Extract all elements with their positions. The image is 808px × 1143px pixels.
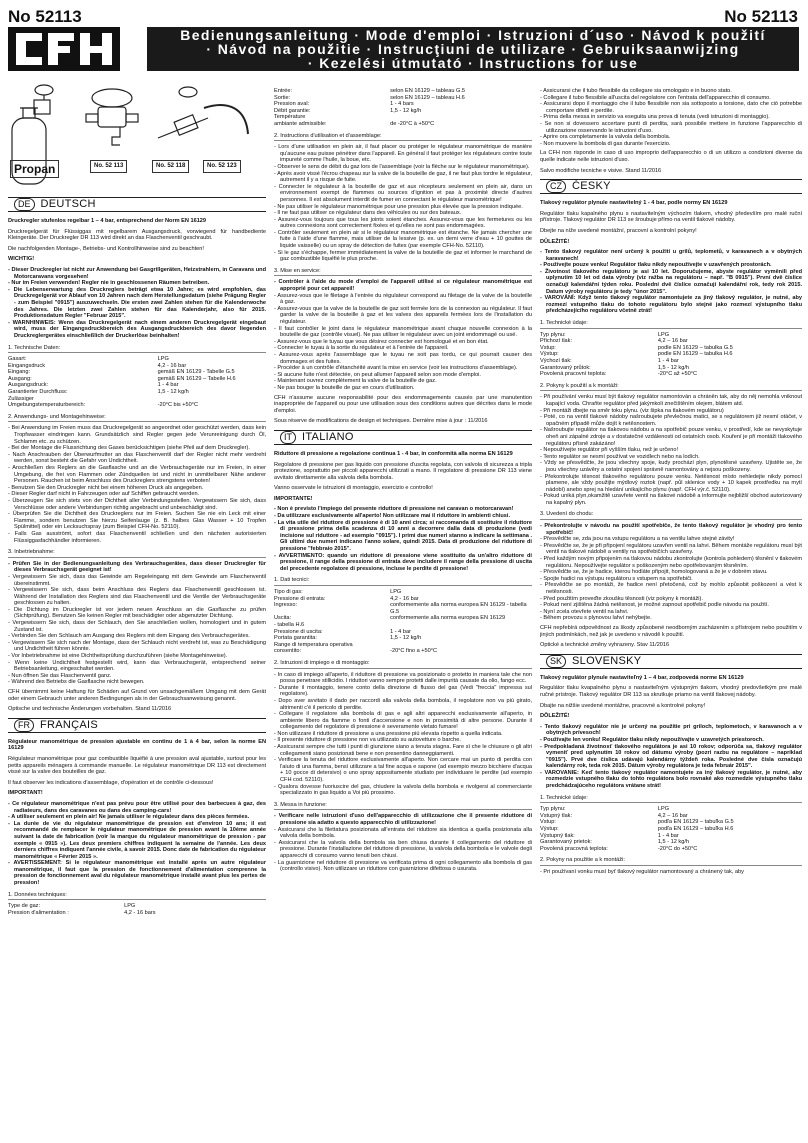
list-item: - Životnost tlakového regulátoru je asi 10 let. Doporučujeme, abyste regulátor vyměnili před uplynutím 10 let od data výroby (viz ražba na regulátoru – např. "B 0915"). První dvě číslice označují kalendářní týden roku. Poslední dvě číslice označují kalendářní rok, tedy rok 2015. Datum výroby regulátoru je tedy "únor 2015". — [540, 269, 802, 295]
it-start-list-cont — [540, 88, 802, 147]
lang-name-sk: SLOVENSKY — [572, 654, 642, 667]
list-item: - Durante il montaggio, tenere conto della direzione di flusso del gas (Vedi "freccia" impressa sul regolatore). — [274, 685, 532, 698]
cfh-logo — [8, 27, 120, 71]
list-item: - Našroubujte regulátor na tlakovou nádobu a na spotřebič pouze venku, v prostředí, kde se nevyskytuje oheň ani zápalné zdroje a v dostatečné vzdálenosti od ostatních osob. Kouření je při montáži tlakového regulátoru přísně zakázáno! — [540, 427, 802, 447]
list-item: - Tento tlakový regulátor nie je určený na použitie pri griloch, teplometoch, v karavanoch a v obytných prívesoch! — [540, 724, 802, 737]
list-item: - Během provozu s plynovou lahví nehýbejte. — [540, 615, 802, 622]
list-item: - Se non si dovessero accertare punti di perdita, sarà possibile mettere in funzione l'apparecchio di utilizzazione osservando le istruzioni d'uso. — [540, 121, 802, 134]
it-liability: La CFH non risponde in caso di uso improprio dell'apparecchio o di un utilizzo a condizioni diverse da quelle indicate nelle istruzioni d'uso. — [540, 150, 802, 163]
spec-value: conformemente alla norma europea EN 16129 - tabella G.5 — [390, 602, 527, 615]
column-3 — [540, 88, 802, 1138]
fr-section-3: 3. Mise en service: — [274, 268, 532, 277]
spec-value: conformemente alla norma europea EN 16129 — [390, 615, 506, 622]
fr-title: Régulateur manométrique de pression ajustable en continu de 1 à 4 bar, selon la norme EN 16129 — [8, 738, 266, 752]
lang-header-sk — [540, 654, 802, 669]
it-start-list — [274, 813, 532, 872]
title-line-2: · Návod na použitie · Instrucţiuni de utilizare · Gebruiksaanwijzing — [206, 41, 740, 57]
list-item: - Před každým novým připojením na tlakovou nádobu zkontrolujte (kontrola pohledem) těsnění v tlakovém regulátoru. Nepoužívejte regulátor s poškozeným nebo opotřebovaným těsněním. — [540, 556, 802, 569]
it-instruction: Vanno osservate le istruzioni di montaggio, esercizio e controllo! — [274, 485, 433, 492]
spec-label: Gasart: — [8, 356, 27, 363]
spec-value: podľa EN 16129 – tabuľka G.5 — [657, 819, 734, 826]
spec-value: 1,5 - 12 kg/h — [657, 839, 689, 846]
product-label-52113: No. 52 113 — [90, 160, 127, 173]
list-item: - Procéder à un contrôle d'étanchéité avant la mise en service (voir les instructions d'assemblage). — [274, 365, 532, 372]
list-item: - Ne pas bouger la bouteille de gaz en cours d'utilisation. — [274, 385, 532, 392]
list-item: - Při používání venku musí být tlakový regulátor namontován a chráněn tak, aby do něj nemohla vniknout kapající voda. Chraňte regulátor před jakýmkoli znečištěním olejem, blátem atd. — [540, 394, 802, 407]
list-item: - La vita utile del riduttore di pressione è di 10 anni circa; si raccomanda di sostituire il riduttore di pressione prima della scadenza di 10 anni a decorrere dalla data di produzione (vedi incisione sul riduttore - ad esempio "0915"). I primi due numeri stanno a indicare la settimana . Gli ultimi due numeri indicano l'anno solare, quindi 2015. Data di produzione del riduttore di pressione "febbraio 2015". — [274, 520, 532, 553]
list-item: - Vergewissern Sie sich, dass das Gewinde am Regeleingang mit dem Gewinde am Flaschenventil übereinstimmt. — [8, 574, 266, 587]
spec-value: podle EN 16129 – tabulka G.5 — [657, 344, 733, 351]
spec-value: -20°C do +50°C — [657, 845, 698, 852]
spec-label: Povolená pracovní teplota: — [540, 371, 607, 378]
list-item: - La guarnizione nel riduttore di pressione va verificata prima di ogni collegamento alla bombola di gas (controllo visivo). Non utilizzare un riduttore con guarnizione difettosa o usurata. — [274, 860, 532, 873]
spec-value: LPG — [657, 331, 670, 338]
spec-label: Uscita: — [274, 615, 292, 622]
spec-label: Ausgang: — [8, 375, 32, 382]
spec-value: podľa EN 16129 – tabuľka H.6 — [657, 826, 734, 833]
list-item: - Přesvědčte se, že je při připojení regulátoru uzavřen ventil na lahvi. Během montáže regulátoru musí být ventil na tlakové nádobě a ventily na spotřebičích uzavřeny. — [540, 543, 802, 556]
spec-value — [158, 396, 266, 403]
regulator-52118-icon — [86, 89, 138, 145]
list-item: - Qualora dovesse fuoriuscire del gas, chiudere la valvola della bombola e rivolgersi al commerciante specializzato in gas liquido a Voi più prossimo. — [274, 784, 532, 797]
list-item: - Non è previsto l'impiego del presente riduttore di pressione nei caravan o motorcaravan! — [274, 506, 532, 513]
it-warning-heading: IMPORTANTE! — [274, 495, 313, 502]
list-item: - Nach Anschrauben der Überwurfmutter an das Flaschenventil darf der Regler nicht mehr verdreht werden, sonst besteht die Gefahr von Undichtheit. — [8, 452, 266, 465]
lang-name-cz: ČESKY — [572, 180, 611, 193]
spec-label: Výchozí tlak: — [540, 358, 572, 364]
spec-value: -20°C až +50°C — [657, 371, 698, 378]
spec-value: 4,2 – 16 bar — [657, 812, 688, 819]
list-item: - Überprüfen Sie die Dichtheit des Druckreglers nur im Freien. Suchen Sie nie ein Leck mit einer Flamme, sondern benutzen Sie hierzu Seifenlauge (z. B. halbes Glas Wasser + 10 Tropfen Spülmittel) oder ein Lecksuchspray (zum Beispiel CFH-No. 52110). — [8, 511, 266, 531]
list-item: - Assicurarsi sempre che tutti i punti di giunzione siano a tenuta stagna. Fare sì che le chiusure o gli altri collegamenti siano posizionati bene e non presentino danneggiamenti. — [274, 744, 532, 757]
list-item: - Před použitím proveďte zkoušku těsnosti (viz pokyny k montáži). — [540, 596, 802, 603]
spec-label: Ausgangsdruck: — [8, 382, 49, 389]
spec-label: Ingresso: — [274, 602, 298, 609]
list-item: - Ce régulateur manométrique n'est pas prévu pour être utilisé pour des barbecues à gaz, des radiateurs, dans des caravanes ou dans des camping-cars! — [8, 801, 266, 814]
list-item: - Die Dichtung im Druckregler ist vor jedem neuen Anschluss an die Gasflasche zu prüfen (Sichtprüfung). Benutzen Sie keinen Regler mit beschädigter oder abgenutzter Dichtung. — [8, 607, 266, 620]
de-section-1: 1. Technische Daten: — [8, 345, 266, 354]
cz-warning-heading: DŮLEŽITÉ! — [540, 238, 570, 245]
list-item: - Assurez-vous que le tuyau que vous désirez connecter est homologué et en bon état. — [274, 339, 532, 346]
product-number-left: No 52113 — [8, 7, 82, 26]
spec-label: Pressione di entrata: — [274, 595, 326, 602]
regulator-52123-icon — [158, 87, 248, 138]
list-item: - Assicurarsi che la filettatura posizionata all'entrata del riduttore sia identica a quella posizionata alla valvola della bombola. — [274, 827, 532, 840]
list-item: - Assurez-vous après l'assemblage que le tuyau ne soit pas tordu, ce qui pourrait causer des dommages et des fuites. — [274, 352, 532, 365]
it-title: Riduttore di pressione a regolazione continua 1 - 4 bar, in conformità alla norma EN 16129 — [274, 450, 513, 457]
list-item: - Assicurarsi dopo il montaggio che il tubo flessibile non sia sottoposto a torsione, dato che ciò potrebbe comportare difetti e perdite. — [540, 101, 802, 114]
list-item: - Assurez-vous que la valve de la bouteille de gaz soit fermée lors de la connexion au régulateur. Il faut garder la valve de la bouteille à gaz et les valves des appareils fermées lors de l'installation du régulateur. — [274, 306, 532, 326]
spec-value: 1 - 4 bar — [657, 358, 679, 364]
it-intro: Regolatore di pressione per gas liquido con pressione d'uscita regolata, con valvola di sicurezza a tripla protezione, soprattutto per piccoli apparecchi utilizzati a mano. Il regolatore di pressione DR 113 viene avvitato direttamente alla valvola della bombola. — [274, 461, 532, 481]
spec-label: Débit garantie: — [274, 107, 311, 114]
list-item: - Aprire ora completamente la valvola della bombola. — [540, 134, 802, 141]
list-item: - Après avoir vissé l'écrou chapeau sur la valve de la bouteille de gaz, il ne faut plus tordre le régulateur, autrement il y a risque de fuite. — [274, 171, 532, 184]
list-item: - Dieser Regler darf nicht in Fahrzeugen oder auf Schiffen gebraucht werden. — [8, 491, 266, 498]
list-item: - Während des Betriebs die Gasflasche nicht bewegen. — [8, 679, 266, 686]
sk-warnings — [540, 724, 802, 790]
spec-value — [390, 642, 532, 649]
de-title: Druckregler stufenlos regelbar 1 – 4 bar, entsprechend der Norm EN 16129 — [8, 218, 207, 224]
sk-warning-heading: DÔLEŽITÉ! — [540, 713, 570, 720]
de-liability: CFH übernimmt keine Haftung für Schäden auf Grund von unsachgemäßem Umgang mit dem Gerät oder einem Gebrauch unter anderen Bedingungen als in der Gebrauchsanweisung genannt. — [8, 689, 266, 702]
list-item: - Die Lebenserwartung des Druckreglers beträgt etwa 10 Jahre; es wird empfohlen, das Druckregelgerät vor Ablauf von 10 Jahren nach dem Herstellungsdatum (siehe Prägung Regler - zum Beispiel "0915") auszuwechseln. Die ersten zwei Zahlen stehen für die Kalenderwoche des Jahres. Die letzten zwei Zahlen stehen für das Kalenderjahr, also für 2015. Produktionsdatum Regler "Februar 2015". — [8, 287, 266, 320]
list-item: - Používejte pouze venku! Regulátor tlaku nikdy nepoužívejte v uzavřených prostorách. — [540, 262, 802, 269]
title-banner — [147, 27, 799, 71]
list-item: - Non muovere la bombola di gas durante l'esercizio. — [540, 141, 802, 148]
list-item: - AVERTISSEMENT: Si le régulateur manométrique est installé après un autre régulateur manométrique, il faut que la pression de fonctionnement d'alimentation comprenne la pression de fonctionnement aval du régulateur manométrique installé avant plus les pertes de pression! — [8, 860, 266, 886]
fr-start-list — [274, 279, 532, 391]
list-item: - Prüfen Sie in der Bedienungsanleitung des Verbrauchsgerätes, dass dieser Druckregler für dieses Verbrauchsgerät geeignet ist! — [8, 561, 266, 574]
list-item: - Überzeugen Sie sich stets von der Dichtheit aller Verbindungsstellen. Vergewissern Sie sich, dass Verschlüsse oder andere Verbindungen richtig angebracht und unbeschädigt sind. — [8, 498, 266, 511]
fr-note: Sous réserve de modifications de design et techniques. Dernière mise à jour : 11/2016 — [274, 418, 488, 425]
spec-label: Přichozí tlak: — [540, 338, 573, 345]
lang-code-it: IT — [280, 431, 296, 444]
spec-label: Garantovaný průtok: — [540, 364, 591, 371]
cz-specs-table — [540, 332, 802, 378]
spec-label: Portata garantita: — [274, 635, 317, 642]
list-item: - Si aucune fuite n'est détectée, on peut allumer l'appareil selon son mode d'emploi. — [274, 372, 532, 379]
list-item: - Il faut contrôler le joint dans le régulateur manométrique avant chaque nouvelle connexion à la bouteille de gaz (contrôle visuel). Ne pas utiliser le régulateur avec un joint endommagé ou usé. — [274, 326, 532, 339]
fr-warnings — [8, 801, 266, 887]
spec-value: 1,5 - 12 kg/h — [157, 389, 189, 396]
spec-label: Vstup: — [540, 819, 556, 826]
fr-section-2: 2. Instructions d'utilisation et d'assemblage: — [274, 133, 532, 142]
fr-liability: CFH n'assume aucune responsabilité pour des endommagements causés par une manutention inappropriée de l'appareil ou pour une utilisation sous des conditions autres que décrites dans le mode d'emploi. — [274, 394, 532, 414]
list-item: - Nun öffnen Sie das Flaschenventil ganz. — [8, 673, 266, 680]
spec-label: Typ plynu: — [540, 806, 566, 813]
cz-section-3: 3. Uvedení do chodu: — [540, 511, 802, 520]
list-item: - Anschließen des Reglers an die Gasflasche und an die Verbrauchsgeräte nur im Freien, in einer Umgebung, die frei von Flammen oder Zündquellen ist und nicht in unmittelbarer Nähe anderer Personen. Rauchen ist beim Anschluss des Druckreglers strengstens verboten! — [8, 465, 266, 485]
list-item: - Přesvědčte se, zda jsou na vstupu regulátoru a na ventilu lahve stejné závity! — [540, 536, 802, 543]
de-section-2: 2. Anwendungs- und Montagehinweise: — [8, 414, 266, 423]
spec-value: LPG — [657, 806, 670, 813]
fr-mount-list — [274, 144, 532, 263]
list-item: - Tento tlakový regulátor není určený k použití u grilů, teplometů, v karavanech a v obytných karavanech! — [540, 249, 802, 262]
list-item: - Bei der Montage die Flussrichtung des Gases berücksichtigen (siehe Pfeil auf dem Druckregler). — [8, 445, 266, 452]
spec-value: 4,2 - 16 bar — [390, 595, 419, 602]
spec-label: Entrée: — [274, 88, 293, 94]
spec-value: 4,2 - 16 bar — [157, 362, 187, 369]
cz-liability: CFH nepřebírá odpovědnost za škody způsobené neodborným zacházením s přístrojem nebo použitím v jiných podmínkách, než jak je uvedeno v návodě k použití. — [540, 624, 802, 638]
lang-code-cz: CZ — [546, 180, 566, 193]
spec-value: 1,5 - 12 kg/h — [390, 107, 422, 114]
lang-name-it: ITALIANO — [302, 430, 354, 443]
title-line-3: · Kezelési útmutató · Instructions for use — [307, 55, 639, 71]
spec-label: Povolená pracovná teplota: — [540, 845, 608, 852]
list-item: - Observer le sens de débit du gaz lors de l'assemblage (voir la flèche sur le régulateur manométrique). — [274, 164, 532, 171]
spec-value: 1 - 4 bar — [390, 628, 411, 635]
spec-label: consentito: — [274, 648, 302, 655]
list-item: - Vergewissern Sie sich nach der Montage, dass der Schlauch nicht verdreht ist, was zu Beschädigung und Undichtheit führen könnte. — [8, 640, 266, 653]
spec-label: Garantovaný prietok: — [540, 839, 592, 846]
spec-value — [390, 114, 532, 121]
lang-name-fr: FRANÇAIS — [40, 718, 99, 731]
cz-section-1: 1. Technické údaje: — [540, 320, 802, 329]
spec-value: -20°C bis +50°C — [157, 402, 199, 409]
spec-value: LPG — [390, 589, 402, 595]
fr-warning-heading: IMPORTANT! — [8, 790, 43, 797]
cz-mount-list — [540, 394, 802, 506]
list-item: - Il ne faut pas utiliser ce régulateur dans des véhicules ou sur des bateaux. — [274, 210, 532, 217]
list-item: - Vergewissern Sie sich, dass beim Anschluss des Reglers das Flaschenventil geschlossen ist. Während der Installation des Reglers sind das Flaschenventil und die Ventile der Verbrauchsgeräte geschlossen zu halten. — [8, 587, 266, 607]
list-item: - Verbinden Sie den Schlauch am Ausgang des Reglers mit dem Eingang des Verbrauchsgerätes. — [8, 633, 266, 640]
gas-type-label: Propan — [10, 160, 59, 178]
cz-title: Tlakový regulátor plynule nastavitelný 1 - 4 bar, podle normy EN 16129 — [540, 200, 728, 207]
list-item: - Assurez-vous que le filetage à l'entrée du régulateur correspond au filetage de la valve de la bouteille à gaz. — [274, 293, 532, 306]
de-note: Optische und technische Änderungen vorbehalten. Stand 11/2016 — [8, 706, 172, 713]
sk-section-2: 2. Pokyny na použitie a k montáži: — [540, 857, 802, 866]
list-item: - Benutzen Sie den Druckregler nicht bei einem höheren Druck als angegeben. — [8, 485, 266, 492]
spec-label: Eingang: — [8, 369, 31, 376]
cz-warnings — [540, 249, 802, 315]
sk-title: Tlakový regulátor plynule nastaviteľný 1 – 4 bar, zodpovedá norme EN 16129 — [540, 674, 744, 681]
regulator-52113-icon — [34, 85, 53, 114]
list-item: - Vor Inbetriebnahme ist eine Dichtheitsprüfung durchzuführen (siehe Montagehinweise). — [8, 653, 266, 660]
spec-value: de -20°C à +50°C — [390, 120, 435, 127]
lang-header-it — [274, 430, 532, 445]
spec-label: - tabella H.6 — [274, 621, 305, 628]
list-item: - Pokud není zjištěna žádná netěsnost, je možné zapnout spotřebič podle návodu na použití. — [540, 602, 802, 609]
spec-label: Vstup: — [540, 344, 556, 351]
it-section-3: 3. Messa in funzione: — [274, 802, 532, 811]
list-item: - Prima della messa in servizio va eseguita una prova di tenuta (vedi istruzioni di montaggio). — [540, 114, 802, 121]
lang-code-sk: SK — [546, 655, 566, 668]
lang-name-de: DEUTSCH — [40, 198, 96, 211]
cz-section-2: 2. Pokyny k použití a k montáži: — [540, 383, 802, 392]
spec-label: Température — [274, 114, 306, 121]
list-item: - Lors d'une utilisation en plein air, il faut placer ou protéger le régulateur manométrique de manière qu'aucune eau puisse pénétrer dans l'appareil. En général il faut protéger les régulateurs contre toute impureté comme l'huile, la boue, etc. — [274, 144, 532, 164]
lang-code-de: DE — [14, 198, 35, 211]
list-item: - Při montáži dbejte na směr toku plynu. (viz šipka na tlakovém regulátoru) — [540, 408, 802, 415]
it-warnings — [274, 506, 532, 572]
fr-section-1: 1. Données techniques: — [8, 892, 266, 901]
list-item: - Assicurarsi che la valvola della bombola sia ben chiusa durante il collegamento del riduttore di pressione. Durante l'installazione del riduttore di pressione, la valvola della bombola e le valvole degli apparecchi di consumo vanno tenuti ben chiusi. — [274, 840, 532, 860]
list-item: - Tento regulátor se nesmí používat ve vozidlech nebo na lodích. — [540, 454, 802, 461]
spec-label: Výstup: — [540, 826, 559, 833]
list-item: - Connecter le régulateur à la bouteille de gaz et aux récepteurs seulement en plein air, dans un environnement exempt de flammes ou sources d'ignition et pas à proximité directe d'autres personnes. Il est absolument interdit de fumer en connectant le régulateur manométrique! — [274, 184, 532, 204]
list-item: - Přesvědčte se, že je hadice, kterou hodláte připojit, homologovaná a že je v dobrém stavu. — [540, 569, 802, 576]
list-item: - Wenn keine Undichtheit festgestellt wird, kann das Verbrauchsgerät, entsprechend seiner Betriebsanleitung, eingeschaltet werden. — [8, 660, 266, 673]
de-specs-table — [8, 356, 266, 409]
list-item: - Pri používaní vonku musí byť tlakový regulátor namontovaný a chránený tak, aby — [540, 869, 802, 876]
list-item: - Assurez-vous toujours que tous les joints soient étanches. Assurez-vous que les fermetures ou les autres connexions sont correctement fixées et qu'elles ne sont pas endommagées. — [274, 217, 532, 230]
spec-value: LPG — [157, 356, 169, 363]
spec-value: gemäß EN 16129 – Tabelle H.6 — [157, 375, 236, 382]
fr-intro: Régulateur manométrique pour gaz combustible liquéfié à une pression aval ajustable, surtout pour les petits appareils ménagers à commande manuelle. Le régulateur manométrique DR 113 est directement vissé sur la valve des bouteilles de gaz. — [8, 755, 266, 776]
spec-label: Range di temperatura operativa — [274, 641, 353, 648]
list-item: - Spojte hadici na výstupu regulátoru s vstupem na spotřebiči. — [540, 576, 802, 583]
it-mount-list — [274, 672, 532, 797]
de-warning-heading: WICHTIG! — [8, 256, 35, 263]
list-item: - Verificare nelle istruzioni d'uso dell'apparecchio di utilizzazione che il presente riduttore di pressione sia adatto a questo apparecchio di utilizzazione! — [274, 813, 532, 826]
spec-label: Pression d'alimentation : — [8, 909, 69, 916]
de-section-3: 3. Inbetriebnahme: — [8, 549, 266, 558]
cz-intro: Regulátor tlaku kapalného plynu s nastavitelným výchozím tlakem, vhodný především pro malé ruční přístroje. Tlakový regulátor DR 113 se šroubuje přímo na ventil tlakové nádoby. — [540, 210, 802, 224]
de-instruction: Die nachfolgenden Montage-, Betriebs- und Kontrollhinweise sind zu beachten! — [8, 245, 204, 252]
spec-label: Zulässiger — [8, 395, 34, 402]
list-item: - AVVERTIMENTO: quando un riduttore di pressione viene sostituito da un'altro riduttore di pressione, il range della pressione di entrata deve includere il range della pressione di uscita del precedente regolatore di pressione, incluse le perdite di pressione! — [274, 553, 532, 573]
list-item: - Verificare la tenuta del riduttore esclusivamente all'aperto. Non cercare mai un punto di perdita con l'aiuto di una fiamma, bensì utilizzare a tal fine acqua e sapone (ad esempio mezzo bicchiere d'acqua + 10 gocce di detersivo) o uno spray appositamente studiato per individuare le perdite (ad esempio CFH cod. 52110). — [274, 757, 532, 783]
spec-value: 1,5 - 12 kg/h — [657, 364, 689, 371]
product-label-52123: No. 52 123 — [203, 160, 241, 173]
spec-label: Eingangsdruck — [8, 362, 46, 369]
it-note: Salvo modifiche tecniche e visive. Stand 11/2016 — [540, 167, 662, 174]
spec-label: Pression aval: — [274, 101, 310, 108]
spec-label: Typ plynu: — [540, 331, 566, 338]
list-item: - VAROVANIE: Keď tento tlakový regulátor namontujete za iný tlakový regulátor, je nutné, aby rozmedzie vstupného tlaku do tohto regulátora bolo rovnaké ako rozmedzie výstupného tlaku predchádzajúceho regulátora vrátane strát! — [540, 770, 802, 790]
fr-instruction: Il faut observer les indications d'assemblage, d'opération et de contrôle ci-dessous! — [8, 779, 214, 786]
de-intro: Druckregelgerät für Flüssiggas mit regelbarem Ausgangsdruck, vorwiegend für handbediente Kleingeräte. Der Druckregler DR 113 wird direkt an das Flaschenventil geschraubt. — [8, 228, 266, 242]
cz-note: Optické a technické změny vyhrazeny. Stav 11/2016 — [540, 642, 670, 649]
list-item: - A utiliser seulement en plein air! Ne jamais utiliser le régulateur dans des pièces fermées. — [8, 814, 266, 821]
list-item: - Predpokladaná životnosť tlakového regulátora je asi 10 rokov; odporúča sa, tlakový regulátor vymeniť pred uplynutím 10 rokov od dátumu výroby (pozri razbu na regulátore – napríklad "0915"). Prvé dve číslica udávajú kalendárny týždeň roka. Posledné dve čísla označujú kalendárny rok, teda rok 2015. Dátum výroby regulátora je teda február 2015". — [540, 744, 802, 770]
list-item: - Collegare il tubo flessibile all'uscita del regolatore con l'entrata dell'apparecchio di consumo. — [540, 95, 802, 102]
list-item: - Connecter le tuyau à la sortie du régulateur et à l'entrée de l'appareil. — [274, 345, 532, 352]
list-item: - Nur im Freien verwenden! Regler nie in geschlossenen Räumen betreiben. — [8, 280, 266, 287]
list-item: - Poté, co na ventil tlakové nádoby našroubujete převlečnou matici, se s regulátorem již nesmí otáčet, v opačném případě může dojít k netěsnostem. — [540, 414, 802, 427]
lang-header-fr — [8, 718, 266, 733]
spec-label: ambiante admissible: — [274, 120, 327, 127]
spec-value: podle EN 16129 – tabulka H.6 — [657, 351, 733, 358]
list-item: - In caso di impiego all'aperto, il riduttore di pressione va posizionato o protetto in maniera tale che non possa penetrare stillicidio. I riduttori vanno sempre protetti dalle impurità causate da olio, fango ecc. — [274, 672, 532, 685]
spec-label: Sortie: — [274, 94, 291, 101]
spec-value: 1,5 - 12 kg/h — [390, 635, 422, 642]
list-item: - Pokud uniká plyn,okamžitě uzavřete ventil na tlakové nádobě a informujte nejbližší obchod autorizovaný na kapalný plyn. — [540, 493, 802, 506]
spec-value: selon EN 16129 – tableau H.6 — [390, 94, 465, 101]
sk-instruction: Dbajte na nižšie uvedené montážne, pracovné a kontrolné pokyny! — [540, 702, 706, 709]
list-item: - Si le gaz s'échappe, fermer immédiatement la valve de la bouteille de gaz et informer le marchand de gaz combustible liquéfié le plus proche. — [274, 250, 532, 263]
lang-header-cz — [540, 179, 802, 194]
spec-label: Výstup: — [540, 351, 559, 358]
list-item: - Ne pas utiliser le régulateur manométrique pour une pression plus élevée que la pression indiquée. — [274, 204, 532, 211]
de-start-list — [8, 561, 266, 686]
spec-value: 1 - 4 bars — [390, 101, 414, 108]
column-1 — [8, 192, 266, 1138]
list-item: - Nepoužívejte regulátor při vyšším tlaku, než je určeno! — [540, 447, 802, 454]
spec-label: Type de gaz: — [8, 903, 41, 910]
list-item: - Dopo aver avvitato il dado per raccordi alla valvola della bombola, il regolatore non va più girato, altrimenti c'è il pericolo di perdite. — [274, 698, 532, 711]
product-label-52118: No. 52 118 — [152, 160, 189, 173]
spec-label: Umgebungstemperaturbereich: — [8, 402, 86, 409]
list-item: - Contrôler à l'aide du mode d'emploi de l'appareil utilisé si ce régulateur manométrique est approprié pour cet appareil! — [274, 279, 532, 292]
cz-instruction: Dbejte na níže uvedené montážní, pracovní a kontrolní pokyny! — [540, 227, 697, 234]
spec-value: -20°C fino a +50°C — [390, 648, 438, 655]
it-specs-table — [274, 589, 532, 655]
it-section-2: 2. Istruzioni di impiego e di montaggio: — [274, 660, 532, 669]
list-item: - Il presente riduttore di pressione non va utilizzato su autovetture o barche. — [274, 737, 532, 744]
sk-mount-list — [540, 869, 802, 876]
list-item: - Non utilizzare il riduttore di pressione a una pressione più elevata rispetto a quella indicata. — [274, 731, 532, 738]
list-item: - Da utilizzare esclusivamente all'aperto! Non utilizzare mai il riduttore in ambienti chiusi. — [274, 513, 532, 520]
spec-value: 4,2 – 16 bar — [657, 338, 688, 345]
spec-value: selon EN 16129 – tableau G.5 — [390, 88, 466, 94]
spec-label: Pressione di uscita: — [274, 628, 323, 635]
fr-specs-table-cont — [274, 88, 532, 128]
list-item: - Assicurarsi che il tubo flessibile da collegare sia omologato e in buono stato. — [540, 88, 802, 95]
list-item: - Překontrolujte v návodu na použití spotřebiče, že tento tlakový regulátor je vhodný pro tento spotřebič! — [540, 523, 802, 536]
de-warnings — [8, 267, 266, 340]
spec-value: 4,2 - 16 bars — [124, 909, 156, 916]
de-mount-list — [8, 425, 266, 544]
list-item: - Přesvědčte se po montáži, že hadice není přetočená, což by mohlo způsobit poškození a vést k netěsnosti. — [540, 582, 802, 595]
list-item: - Vždy se přesvědčte, že jsou všechny spoje, kudy prochází plyn, plynotěsné uzavřeny. Ujistěte se, že jsou všechny uzávěry a ostatní spojení správně namontovány a nejsou poškozeny. — [540, 460, 802, 473]
fr-specs-table — [8, 903, 266, 916]
title-line-1: Bedienungsanleitung · Mode d'emploi · Istruzioni d´uso · Návod k použití — [180, 27, 766, 43]
sk-specs-table — [540, 806, 802, 852]
product-number-right: No 52113 — [724, 7, 798, 26]
spec-value: 1 - 4 bar — [157, 382, 179, 389]
cz-start-list — [540, 523, 802, 622]
list-item: - Bei Anwendung im Freien muss das Druckregelgerät so angeordnet oder geschützt werden, dass kein Tropfwasser eindringen kann. Grundsätzlich sind Regler gegen jede Verunreinigung durch Öl, Schlamm etc. zu schützen. — [8, 425, 266, 445]
lang-code-fr: FR — [14, 719, 34, 732]
it-section-1: 1. Dati tecnici: — [274, 577, 532, 586]
spec-label: Vstupný tlak: — [540, 812, 573, 819]
list-item: - La durée de vie du régulateur manométrique de pression est d'environ 10 ans; il est recommandé de remplacer le régulateur manométrique de pression avant la 10ème année suivant la date de fabrication (voir la marque du régulateur manométrique de pression - par exemple « 0915 »). Les deux premiers chiffres indiquent la semaine de l'année. Les deux derniers chiffres indiquent l'année civile, à savoir 2015. Donc date de fabrication du régulateur manométrique « Février 2015 ». — [8, 821, 266, 861]
list-item: - Falls Gas ausströmt, sofort das Flaschenventil schließen und den nächsten autorisierten Flüssiggasfachhändler informieren. — [8, 531, 266, 544]
list-item: - Maintenant ouvrez complètement la valve de la bouteille de gaz. — [274, 378, 532, 385]
list-item: - Používajte len vonku! Regulátor tlaku nikdy nepoužívajte v uzavretých priestoroch. — [540, 737, 802, 744]
list-item: - VAROVÁNÍ: Když tento tlakový regulátor namontujete za jiný tlakový regulátor, je nutné, aby rozmezí vstupního tlaku do tohoto regulátoru bylo stejné jako rozmezí výstupního tlaku předcházejícího regulátoru včetně ztrát! — [540, 295, 802, 315]
list-item: - Collegare il regolatore alla bombola di gas e agli altri apparecchi esclusivamente all'aperto, in ambiente libero da fiamme o fonti d'accensione e non in prossimità di altre persone. Durante il collegamento del regolatore di pressione è severamente vietato fumare! — [274, 711, 532, 731]
spec-value: LPG — [124, 903, 136, 910]
list-item: - Contrôler seulement en plein air si le régulateur manométrique est étanche. Ne jamais chercher une fuite à l'aide d'une flamme, mais utiliser de la lessive (p. ex. un demi verre d'eau + 10 gouttes de liquide vaisselle) ou un spray de détection de fuites (par exemple CFH-No. 52110). — [274, 230, 532, 250]
spec-label: Garantierter Durchfluss: — [8, 389, 68, 396]
list-item: - WARNHINWEIS: Wenn das Druckregelgerät nach einem anderen Druckregelgerät eingebaut wird, muss der Eingangsdruckbereich des Ausgangsdruckbereich des davor liegenden Druckreglergerätes einschließlich der Druckerlöse beinhalten! — [8, 320, 266, 340]
list-item: - Nyní zcela otevřete ventil na lahvi. — [540, 609, 802, 616]
sk-intro: Regulátor tlaku kvapalného plynu s nastaviteľným výstupným tlakom, vhodný predovšetkým pre malé ručné prístroje. Tlakový regulátor DR 113 sa skrutkuje priamo na ventil tlakovej nádoby. — [540, 685, 802, 698]
list-item: - Překontrolujte těsnost tlakového regulátoru pouze venku. Netěsnost místo nehledejte nikdy pomocí plamene, ale vždy použijte mýdlový roztok (např. půl sklenice vody + 10 kapek prostředku na mytí nádobí) anebo sprej na hledání unikajícího plynu (např. CFH výr.č. 52110). — [540, 474, 802, 494]
column-2 — [274, 88, 532, 1138]
spec-value: 1 - 4 bar — [657, 832, 679, 839]
spec-value — [390, 622, 532, 629]
spec-label: Výstupný tlak: — [540, 832, 575, 839]
list-item: - Dieser Druckregler ist nicht zur Anwendung bei Gasgrillgeräten, Heizstrahlern, in Caravans und Motorcaravans vorgesehen! — [8, 267, 266, 280]
spec-label: Tipo di gas: — [274, 589, 303, 595]
list-item: - Vergewissern Sie sich, dass der Schlauch, den Sie anschließen wollen, homologiert und in gutem Zustand ist. — [8, 620, 266, 633]
sk-section-1: 1. Technické údaje: — [540, 795, 802, 804]
lang-header-de — [8, 197, 266, 212]
spec-value: gemäß EN 16129 - Tabelle G.5 — [157, 369, 235, 376]
